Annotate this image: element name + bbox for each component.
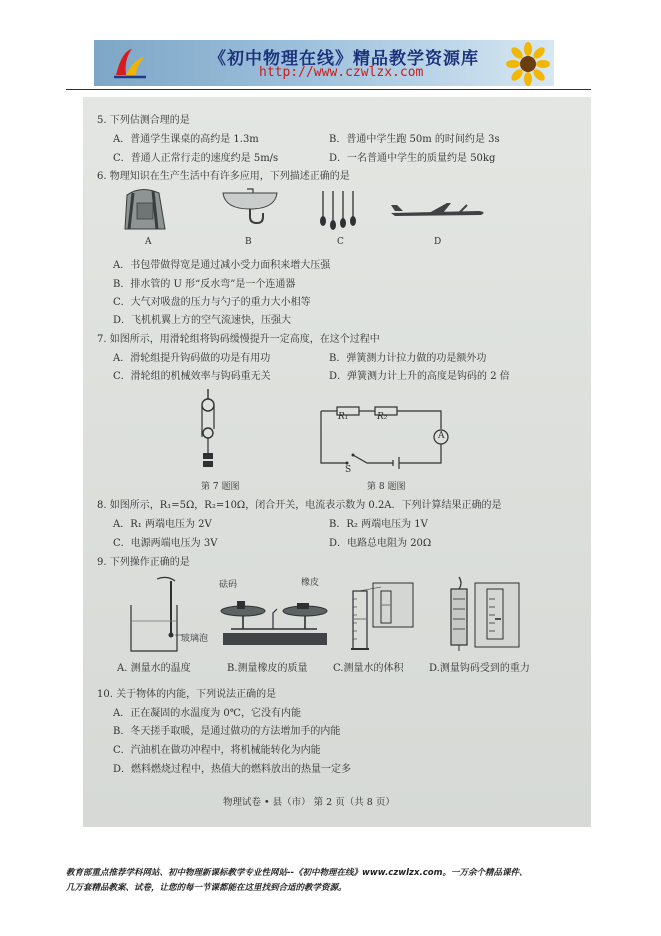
suction-hooks-figure: [315, 189, 361, 233]
q6-option-a: A．书包带做得宽是通过减小受力面积来增大压强: [113, 260, 331, 271]
q10-option-a: A．正在凝固的水温度为 0℃，它没有内能: [113, 708, 301, 719]
q5-option-d: D．一名普通中学生的质量约是 50kg: [329, 153, 496, 164]
header-rule: [66, 89, 591, 90]
q6-figure-label-b: B: [245, 237, 252, 247]
site-logo-icon: [112, 45, 148, 81]
fig7-caption: 第 7 题图: [201, 482, 240, 492]
q9-option-a: A. 测量水的温度: [117, 663, 191, 674]
thermometer-beaker-figure: [127, 575, 189, 655]
bottom-note: [66, 866, 606, 896]
fig8-r2-label: R₂: [377, 412, 388, 422]
q6-stem: 6. 物理知识在生产生活中有许多应用，下列描述正确的是: [97, 171, 350, 182]
q5-option-a: A．普通学生课桌的高约是 1.3m: [113, 134, 259, 145]
q5-option-c: C．普通人正常行走的速度约是 5m/s: [113, 153, 279, 164]
q8-option-d: D．电路总电阻为 20Ω: [329, 538, 432, 549]
pulley-figure: [193, 389, 223, 473]
q8-option-b: B．R₂ 两端电压为 1V: [329, 519, 428, 530]
q10-option-b: B．冬天搓手取暖，是通过做功的方法增加手的内能: [113, 726, 341, 737]
q8-stem: 8. 如图所示，R₁=5Ω，R₂=10Ω，闭合开关，电流表示数为 0.2A．下列计算结果正确的是: [97, 500, 502, 511]
fig8-r1-label: R₁: [338, 412, 349, 422]
airplane-figure: [389, 201, 489, 223]
backpack-figure: [113, 185, 183, 235]
fig8-switch-label: S: [345, 465, 352, 475]
q10-option-c: C．汽油机在做功冲程中，将机械能转化为内能: [113, 745, 321, 756]
sink-figure: [219, 187, 281, 231]
exam-page-footer: 物理试卷 • 县（市） 第 2 页（共 8 页）: [223, 797, 395, 808]
q9-option-d: D.测量钩码受到的重力: [429, 663, 530, 674]
q6-figure-label-d: D: [434, 237, 442, 247]
q10-option-d: D．燃料燃烧过程中，热值大的燃料放出的热量一定多: [113, 764, 352, 775]
site-banner: [94, 40, 554, 86]
q5-option-b: B．普通中学生跑 50m 的时间约是 3s: [329, 134, 500, 145]
q6-option-d: D．飞机机翼上方的空气流速快，压强大: [113, 315, 292, 326]
q9-option-b: B.测量橡皮的质量: [227, 663, 308, 674]
balance-figure: [217, 589, 337, 651]
q9-label-glass-bulb: 玻璃泡: [181, 634, 209, 644]
q6-option-b: B．排水管的 U 形“反水弯”是一个连通器: [113, 279, 296, 290]
spring-scale-figure: [439, 575, 523, 655]
fig8-caption: 第 8 题图: [367, 482, 406, 492]
banner-title: 《初中物理在线》精品教学资源库: [209, 49, 479, 69]
q7-option-a: A．滑轮组提升钩码做的功是有用功: [113, 353, 271, 364]
q9-label-eraser: 橡皮: [301, 578, 320, 588]
q7-option-b: B．弹簧测力计拉力做的功是额外功: [329, 353, 487, 364]
q10-stem: 10. 关于物体的内能，下列说法正确的是: [97, 689, 277, 700]
q8-option-c: C．电源两端电压为 3V: [113, 538, 218, 549]
exam-page-photo: [83, 97, 591, 827]
q7-option-c: C．滑轮组的机械效率与钩码重无关: [113, 371, 271, 382]
q5-stem: 5. 下列估测合理的是: [97, 115, 190, 126]
bottom-note-line-2: 几万套精品教案、试卷，让您的每一节课都能在这里找到合适的教学资源。: [66, 883, 347, 893]
bottom-note-line-1: 教育部重点推荐学科网站、初中物理新课标教学专业性网站--《初中物理在线》www.czwlzx.com。一万余个精品课件、: [66, 868, 528, 878]
q7-option-d: D．弹簧测力计上升的高度是钩码的 2 倍: [329, 371, 510, 382]
q7-stem: 7. 如图所示，用滑轮组将钩码缓慢提升一定高度，在这个过程中: [97, 334, 380, 345]
q9-option-c: C.测量水的体积: [333, 663, 404, 674]
fig8-ammeter-label: A: [438, 431, 445, 441]
q9-label-weight: 砝码: [219, 580, 238, 590]
graduated-cylinder-figure: [345, 579, 415, 655]
q9-stem: 9. 下列操作正确的是: [97, 557, 190, 568]
banner-url[interactable]: http://www.czwlzx.com: [259, 65, 424, 80]
sunflower-icon: [506, 42, 550, 86]
q6-figure-label-a: A: [145, 237, 152, 247]
q8-option-a: A．R₁ 两端电压为 2V: [113, 519, 212, 530]
q6-figure-label-c: C: [337, 237, 344, 247]
q6-option-c: C．大气对吸盘的压力与勺子的重力大小相等: [113, 297, 311, 308]
